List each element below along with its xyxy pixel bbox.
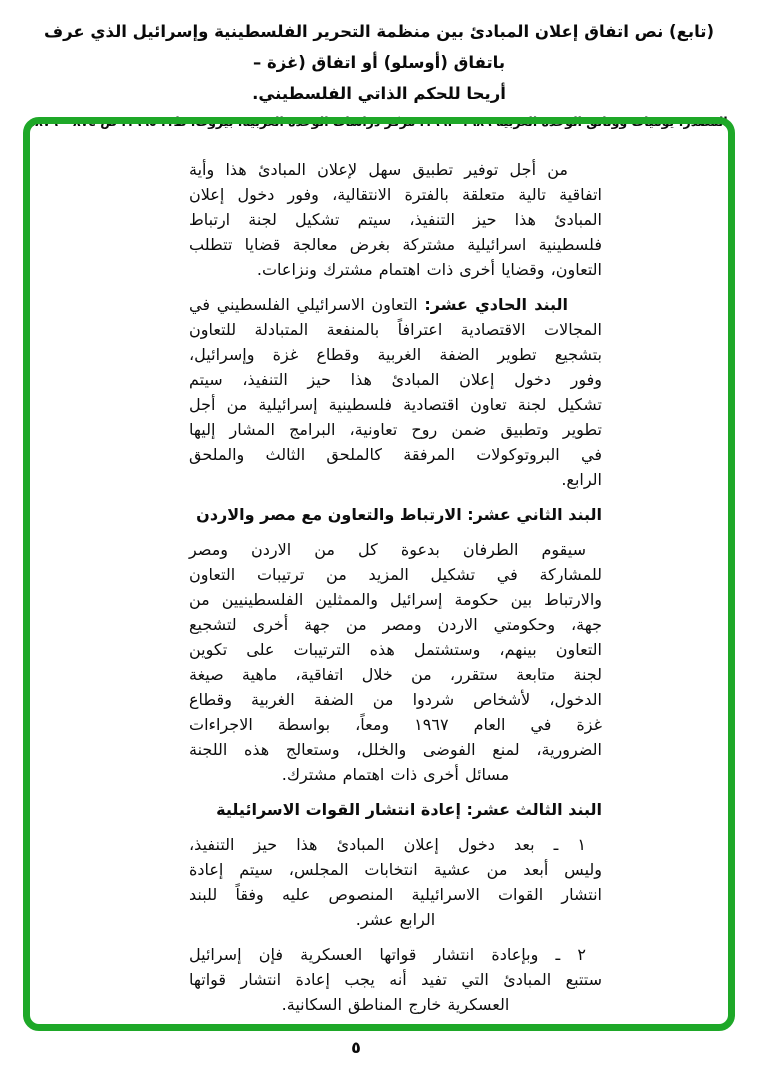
text-line: جهة، وحكومتي الاردن ومصر من جهة أخرى لتشجيع bbox=[189, 615, 602, 634]
document-header bbox=[18, 16, 740, 133]
document-body bbox=[189, 157, 602, 1027]
text-line: انتشار القوات الاسرائيلية المنصوص عليه وفقاً للبند bbox=[189, 885, 602, 904]
text-line: التعاون بينهم، وستشتمل هذه الترتيبات على تكوين bbox=[189, 640, 602, 659]
header-title-line-1: (تابع) نص اتفاق إعلان المبادئ بين منظمة التحرير الفلسطينية وإسرائيل الذي عرف باتفاق (أوسلو) أو اتفاق (غزة – bbox=[43, 22, 714, 72]
text-line bbox=[189, 292, 602, 317]
text-line: ١ ـ بعد دخول إعلان المبادئ هذا حيز التنفيذ، bbox=[189, 835, 586, 854]
text-line: مسائل أخرى ذات اهتمام مشترك. bbox=[281, 765, 510, 784]
text-line: والارتباط بين حكومة إسرائيل والممثلين الفلسطينيين من bbox=[189, 590, 602, 609]
header-title-line-2: أريحا للحكم الذاتي الفلسطيني. bbox=[252, 84, 506, 103]
article-11-paragraph bbox=[189, 292, 602, 492]
text-line: تشكيل لجنة تعاون اقتصادية فلسطينية إسرائيلية من أجل bbox=[189, 395, 602, 414]
page-number: ٥ bbox=[351, 1038, 361, 1057]
article-12-heading: البند الثاني عشر: الارتباط والتعاون مع مصر والاردن bbox=[196, 505, 602, 524]
article-13-heading: البند الثالث عشر: إعادة انتشار القوات الاسرائيلية bbox=[216, 800, 602, 819]
text-line: الرابع عشر. bbox=[355, 910, 436, 929]
text-line: بتشجيع تطوير الضفة الغربية وقطاع غزة وإسرائيل، bbox=[189, 345, 602, 364]
text-line: وفور دخول إعلان المبادئ هذا حيز التنفيذ، سيتم bbox=[189, 370, 602, 389]
text-line: من أجل توفير تطبيق سهل لإعلان المبادئ هذا وأية bbox=[189, 160, 568, 179]
text-line: غزة في العام ١٩٦٧ ومعاً، بواسطة الاجراءات bbox=[189, 715, 602, 734]
article-13-clause-1 bbox=[189, 832, 602, 932]
text-line: وليس أبعد من عشية انتخابات المجلس، سيتم إعادة bbox=[189, 860, 602, 879]
paragraph-liaison-committee bbox=[189, 157, 602, 282]
text-line: في البروتوكولات المرفقة كالملحق الثالث والملحق bbox=[189, 445, 602, 464]
article-11-first-line-text: التعاون الاسرائيلي الفلسطيني في bbox=[189, 295, 418, 314]
article-13-clause-2 bbox=[189, 942, 602, 1017]
text-line: العسكرية خارج المناطق السكانية. bbox=[281, 995, 510, 1014]
text-line: اتفاقية تالية متعلقة بالفترة الانتقالية، وفور دخول إعلان bbox=[189, 185, 602, 204]
text-line: للمشاركة في تشكيل المزيد من ترتيبات التعاون bbox=[189, 565, 602, 584]
text-line: ٢ ـ وبإعادة انتشار قواتها العسكرية فإن إسرائيل bbox=[189, 945, 586, 964]
text-line: المجالات الاقتصادية اعترافاً بالمنفعة المتبادلة للتعاون bbox=[189, 320, 602, 339]
text-line: التعاون، وقضايا أخرى ذات اهتمام مشترك ونزاعات. bbox=[256, 260, 602, 279]
text-line: الضرورية، لمنع الفوضى والخلل، وستعالج هذه اللجنة bbox=[189, 740, 602, 759]
text-line: ستتبع المبادئ التي تفيد أنه يجب إعادة انتشار قواتها bbox=[189, 970, 602, 989]
header-source-line: المصدر: يوميات ووثائق الوحدة العربية ١٩٨٩–١٩٩٣، مركز دراسات الوحدة العربية، بيروت، ط١، ١٩٩٥، ص ٨٧٤ – ٨٧٩. bbox=[30, 114, 728, 129]
text-line: الدخول، لأشخاص شردوا من الضفة الغربية وقطاع bbox=[189, 690, 602, 709]
text-line: الرابع. bbox=[561, 470, 602, 489]
text-line: فلسطينية اسرائيلية مشتركة بغرض معالجة قضايا تتطلب bbox=[189, 235, 602, 254]
text-line: تطوير وتطبيق ضمن روح تعاونية، البرامج المشار إليها bbox=[189, 420, 602, 439]
text-line: سيقوم الطرفان بدعوة كل من الاردن ومصر bbox=[189, 540, 586, 559]
article-11-label: البند الحادي عشر: bbox=[424, 295, 569, 314]
text-line: المبادئ هذا حيز التنفيذ، سيتم تشكيل لجنة ارتباط bbox=[189, 210, 602, 229]
text-line: لجنة متابعة ستقرر، من خلال اتفاقية، ماهية صيغة bbox=[189, 665, 602, 684]
article-12-paragraph bbox=[189, 537, 602, 787]
